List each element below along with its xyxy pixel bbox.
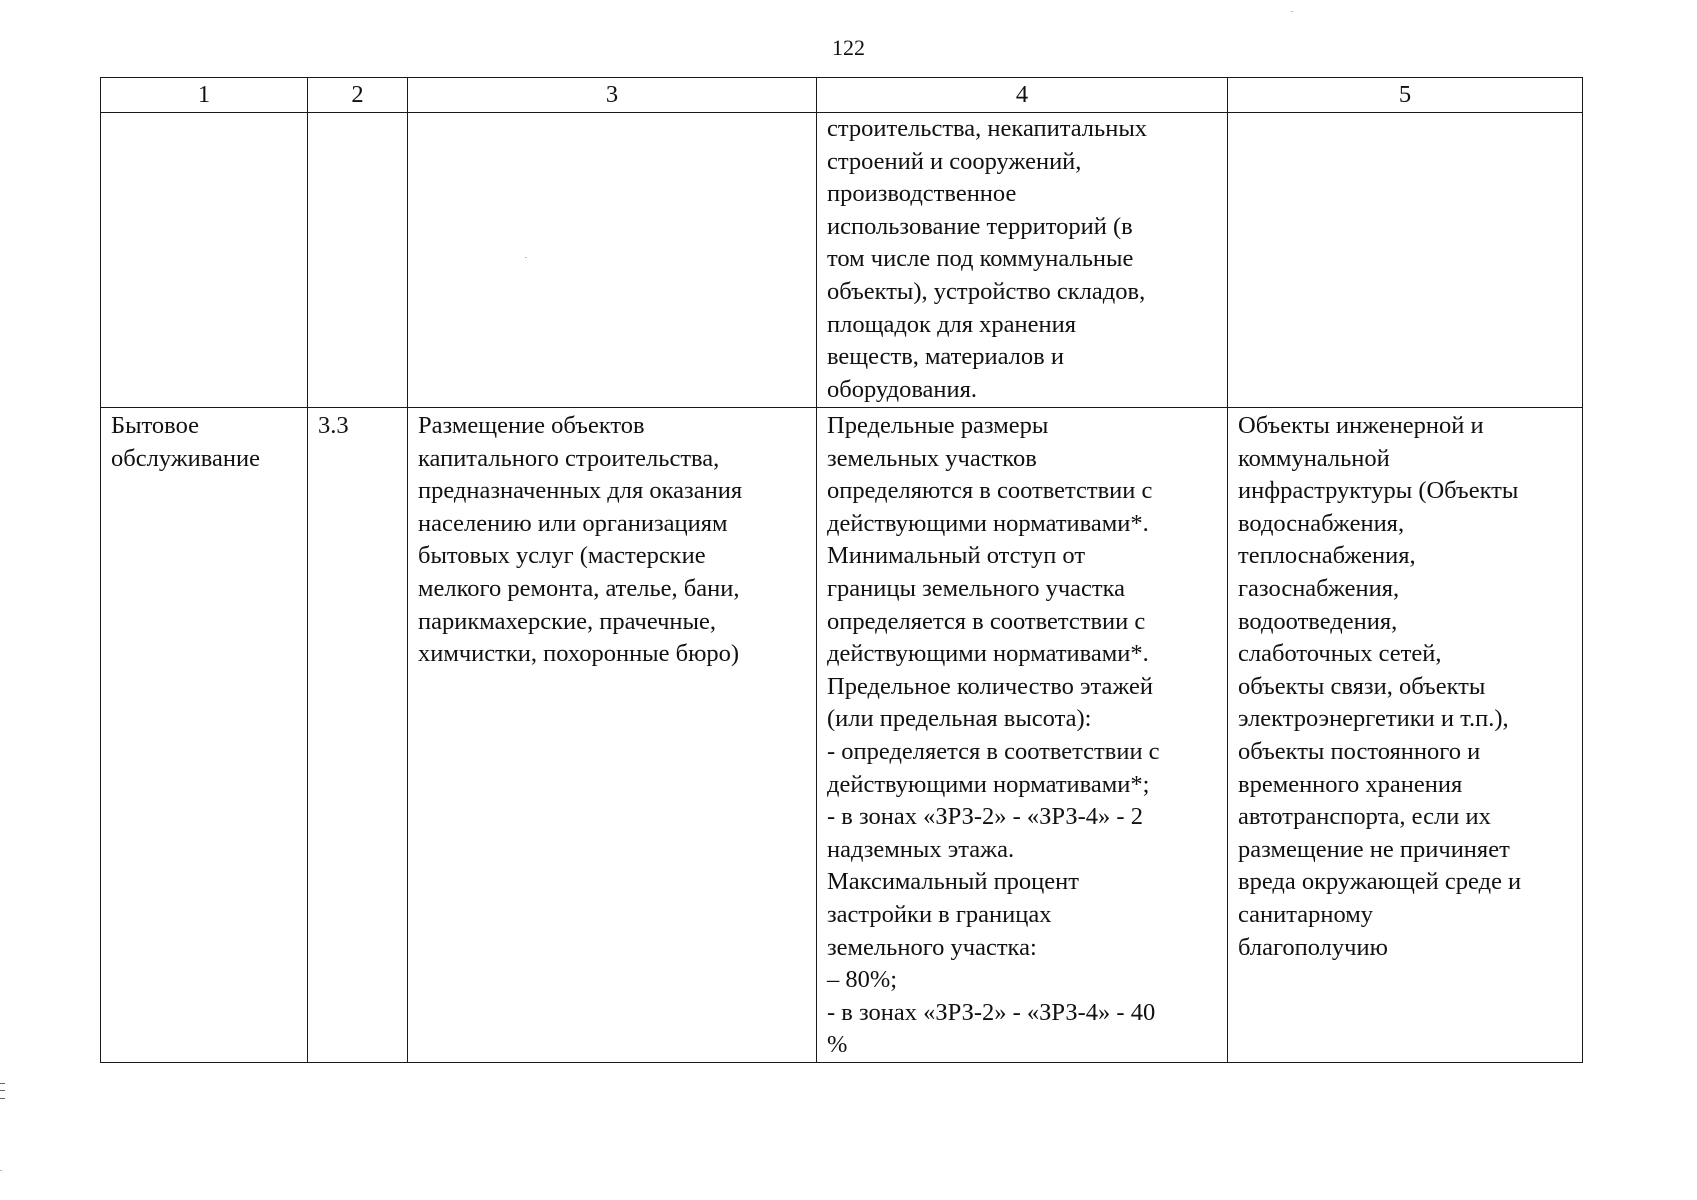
cell-use-type [101,113,308,408]
cell-description [408,113,817,408]
header-col-3: 3 [408,78,817,113]
cell-auxiliary-uses [1228,113,1583,408]
header-col-4: 4 [817,78,1228,113]
cell-auxiliary-uses: Объекты инженерной и коммунальной инфраструктуры (Объекты водоснабжения, теплоснабжения, газоснабжения, водоотведения, слаботочных сетей, объекты связи, объекты электроэнергетики и т.п.), объекты постоянного и временного хранения автотранспорта, если их размещение не причиняет вреда окружающей среде и санитарному благополучию [1228,408,1583,1063]
scan-margin-mark [0,1083,5,1099]
scan-speck [525,257,527,258]
table-row [101,408,1583,1063]
cell-use-type: Бытовое обслуживание [101,408,308,1063]
cell-code: 3.3 [308,408,408,1063]
cell-code [308,113,408,408]
scan-speck [1291,11,1293,12]
table-header-row [101,78,1583,113]
header-col-2: 2 [308,78,408,113]
table-row [101,113,1583,408]
cell-description: Размещение объектов капитального строительства, предназначенных для оказания населению или организациям бытовых услуг (мастерские мелкого ремонта, ателье, бани, парикмахерские, прачечные, химчистки, похоронные бюро) [408,408,817,1063]
cell-parameters: строительства, некапитальных строений и сооружений, производственное использование территорий (в том числе под коммунальные объекты), устройство складов, площадок для хранения веществ, материалов и оборудования. [817,113,1228,408]
scan-speck [0,1170,2,1171]
page-number: 122 [832,35,865,60]
header-col-1: 1 [101,78,308,113]
header-col-5: 5 [1228,78,1583,113]
cell-parameters: Предельные размеры земельных участков определяются в соответствии с действующими нормативами*. Минимальный отступ от границы земельного участка определяется в соответствии с действующими нормативами*. Предельное количество этажей (или предельная высота): - определяется в соответствии с действующими нормативами*; - в зонах «ЗРЗ-2» - «ЗРЗ-4» - 2 надземных этажа. Максимальный процент застройки в границах земельного участка: – 80%; - в зонах «ЗРЗ-2» - «ЗРЗ-4» - 40 % [817,408,1228,1063]
regulation-table [100,77,1583,1063]
